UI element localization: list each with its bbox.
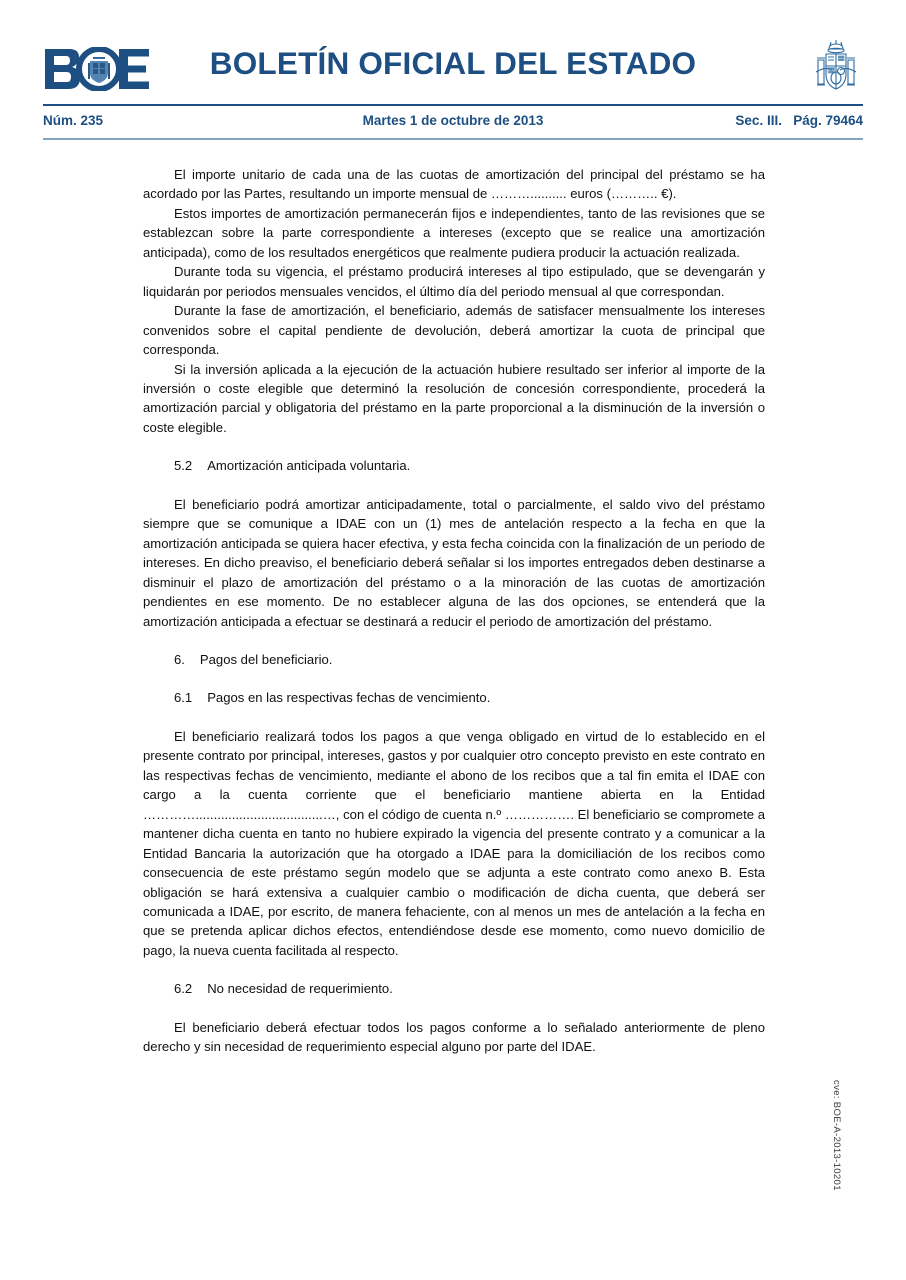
section-heading-text: Amortización anticipada voluntaria. (207, 458, 411, 474)
spacer (143, 476, 765, 495)
section-heading-5-2 (143, 456, 765, 475)
paragraph: Durante toda su vigencia, el préstamo producirá intereses al tipo estipulado, que se devengarán y liquidarán por periodos mensuales vencidos, el último día del periodo mensual al que correspondan. (143, 264, 765, 299)
paragraph: Estos importes de amortización permanecerán fijos e independientes, tanto de las revisiones que se establezcan sobre la parte correspondiente a intereses (excepto que se realice una amortización anticipada), como de los resultados energéticos que realmente pudiera producir la actuación realizada. (143, 205, 765, 260)
paragraph: Si la inversión aplicada a la ejecución de la actuación hubiere resultado ser inferior al importe de la inversión o coste elegible que determinó la resolución de concesión correspondiente, procederá la amortización parcial y obligatoria del préstamo en la parte proporcional a la disminución de la inversión o coste elegible. (143, 361, 765, 435)
paragraph: El beneficiario podrá amortizar anticipadamente, total o parcialmente, el saldo vivo del préstamo siempre que se comunique a IDAE con un (1) mes de antelación respecto a la fecha en que la amortización anticipada se quiera hacer efectiva, y esta fecha coincida con la finalización de un periodo de intereses. En dicho preaviso, el beneficiario deberá señalar si los importes entregados deben destinarse a disminuir el plazo de amortización del préstamo o a la minoración de las cuotas de amortización pendientes en ese momento. De no establecer alguna de las dos opciones, se entenderá que la amortización anticipada a efectuar se destinará a reducir el periodo de amortización del préstamo. (143, 496, 765, 629)
paragraph: El beneficiario realizará todos los pagos a que venga obligado en virtud de lo establecido en el presente contrato por principal, intereses, gastos y por cualquier otro concepto previsto en este contrato en las respectivas fechas de vencimiento, mediante el abono de los recibos que a tal fin emita el IDAE con cargo a la cuenta corriente que el beneficiario mantiene abierta en la Entidad …………...................................…, con el código de cuenta n.º ……………. El beneficiario se compromete a mantener dicha cuenta en tanto no hubiere expirado la vigencia del presente contrato y a comunicar a la Entidad Bancaria la autorización que ha otorgado a IDAE para la domiciliación de los recibos como consecuencia de este préstamo según modelo que se adjunta a este contrato como anexo B. Esta obligación se hará extensiva a cualquier cambio o modificación de dicha cuenta, que deberá ser comunicada a IDAE, por escrito, de manera fehaciente, con al menos un mes de antelación a la fecha en que se pretenda aplicar dichos efectos, entendiéndose desde ese momento, como nuevo domicilio de pago, la nueva cuenta facilitada al respecto. (143, 728, 765, 958)
header-info-bar (43, 110, 863, 136)
section-and-page: Sec. III. Pág. 79464 (735, 113, 863, 128)
cve-identifier: cve: BOE-A-2013-10201 (831, 1080, 842, 1191)
section-heading-6-1 (143, 688, 765, 707)
spacer (143, 437, 765, 456)
header-rule-bottom (43, 138, 863, 140)
page-title: BOLETÍN OFICIAL DEL ESTADO (209, 45, 697, 81)
section-number: 6.2 (174, 981, 193, 997)
paragraph: El importe unitario de cada una de las cuotas de amortización del principal del préstamo se ha acordado por las Partes, resultando un importe mensual de ……….......... euros (……….. €). (143, 167, 765, 202)
issue-number: Núm. 235 (43, 113, 104, 128)
paragraph: El beneficiario deberá efectuar todos los pagos conforme a lo señalado anteriormente de pleno derecho y sin necesidad de requerimiento especial alguno por parte del IDAE. (143, 1019, 765, 1055)
document-body (143, 165, 765, 1057)
spacer (143, 999, 765, 1018)
spacer (143, 669, 765, 688)
paragraph: Durante la fase de amortización, el beneficiario, además de satisfacer mensualmente los intereses convenidos sobre el capital pendiente de devolución, deberá amortizar la cuota de principal que corresponda. (143, 303, 765, 358)
section-heading-text: No necesidad de requerimiento. (207, 981, 393, 997)
spacer (143, 960, 765, 979)
spacer (143, 708, 765, 727)
section-heading-6-2 (143, 979, 765, 998)
section-number: 6.1 (174, 690, 193, 706)
publication-date: Martes 1 de octubre de 2013 (362, 113, 544, 128)
masthead (0, 0, 906, 100)
section-number: 5.2 (174, 458, 193, 474)
section-heading-text: Pagos del beneficiario. (199, 651, 333, 667)
spain-coat-of-arms-icon (812, 38, 860, 100)
section-heading-text: Pagos en las respectivas fechas de vencimiento. (207, 690, 491, 706)
header-rule-top (43, 104, 863, 106)
spacer (143, 631, 765, 650)
section-number: 6. (174, 651, 185, 667)
section-heading-6 (143, 650, 765, 669)
